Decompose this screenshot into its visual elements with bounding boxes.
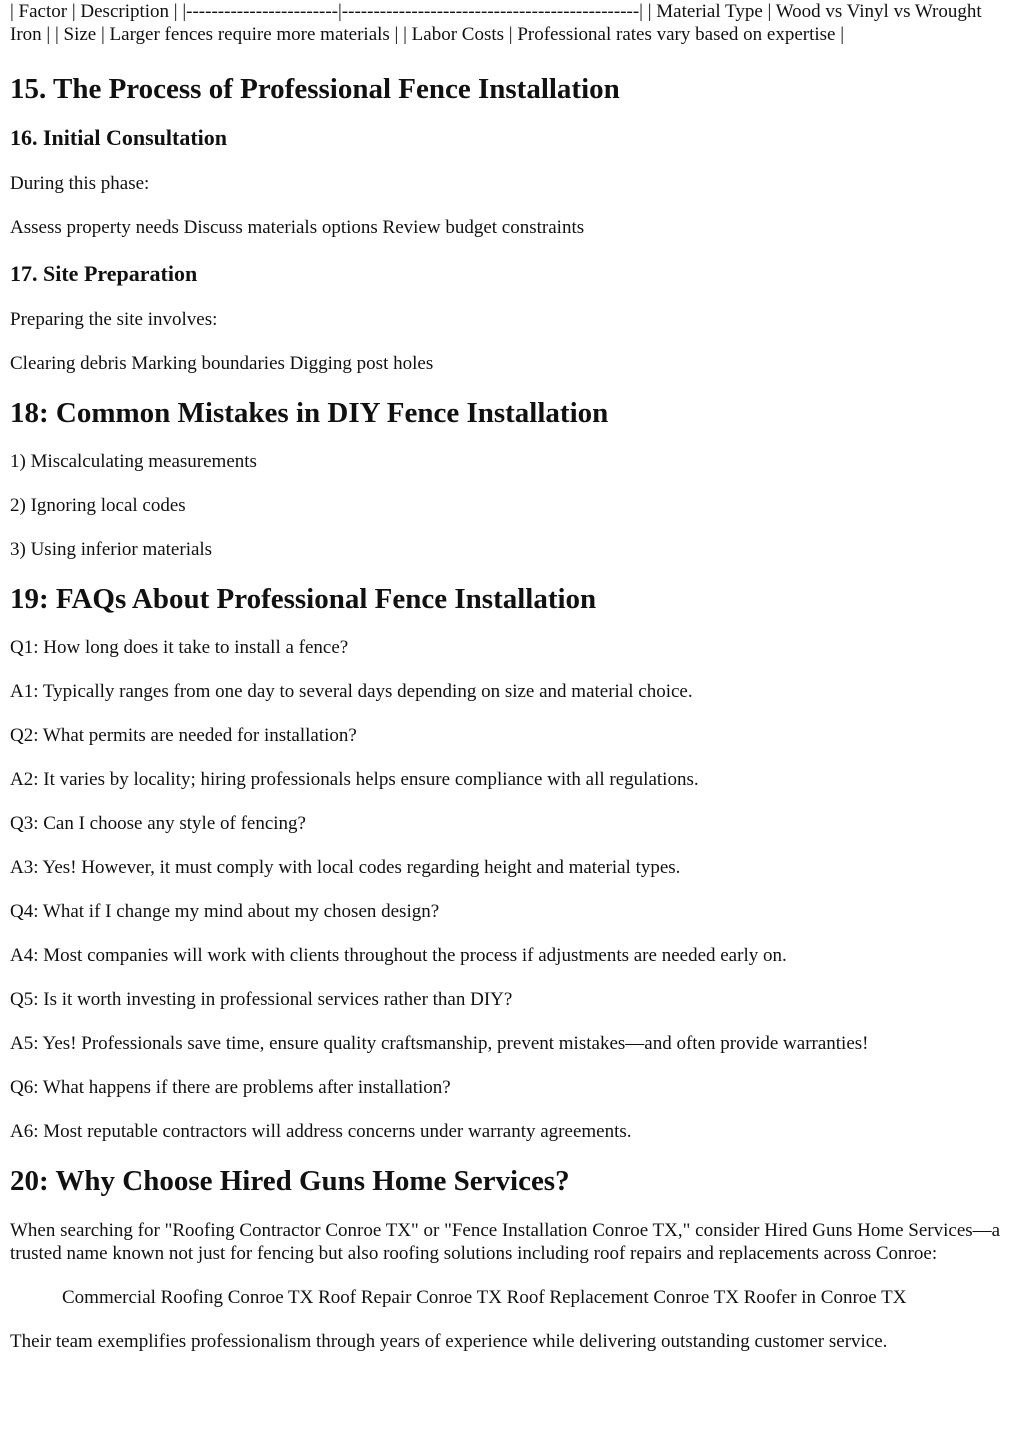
faq-answer: A2: It varies by locality; hiring professionals helps ensure compliance with all regulations. xyxy=(10,769,699,790)
faq-answer: A3: Yes! However, it must comply with local codes regarding height and material types. xyxy=(10,857,681,878)
mistake-item: 2) Ignoring local codes xyxy=(10,495,186,516)
faq-question: Q3: Can I choose any style of fencing? xyxy=(10,813,306,834)
faq-question: Q1: How long does it take to install a fence? xyxy=(10,637,349,658)
services-blockquote xyxy=(10,1286,1014,1309)
mistake-item: 1) Miscalculating measurements xyxy=(10,451,257,472)
faq-answer: A6: Most reputable contractors will address concerns under warranty agreements. xyxy=(10,1121,632,1142)
services-list: Commercial Roofing Conroe TX Roof Repair Conroe TX Roof Replacement Conroe TX Roofer in Conroe TX xyxy=(62,1287,907,1308)
faq-answer: A1: Typically ranges from one day to several days depending on size and material choice. xyxy=(10,681,693,702)
faq-question: Q5: Is it worth investing in professional services rather than DIY? xyxy=(10,989,513,1010)
site-intro: Preparing the site involves: xyxy=(10,309,218,330)
faq-answer: A4: Most companies will work with clients throughout the process if adjustments are needed early on. xyxy=(10,945,787,966)
faq-answer: A5: Yes! Professionals save time, ensure quality craftsmanship, prevent mistakes—and often provide warranties! xyxy=(10,1033,869,1054)
markdown-table-text: | Factor | Description | |------------------------|-----------------------------------------------| | Material Type | Wood vs Vinyl vs Wrought Iron | | Size | Larger fences require more materials | | Labor Costs | Professional rates vary based on expertise | xyxy=(10,1,982,45)
site-items: Clearing debris Marking boundaries Digging post holes xyxy=(10,353,434,374)
section-heading-mistakes: 18: Common Mistakes in DIY Fence Installation xyxy=(10,397,609,429)
consultation-intro: During this phase: xyxy=(10,173,150,194)
section-heading-process: 15. The Process of Professional Fence Installation xyxy=(10,73,620,105)
faq-question: Q4: What if I change my mind about my chosen design? xyxy=(10,901,440,922)
why-intro: When searching for "Roofing Contractor Conroe TX" or "Fence Installation Conroe TX," consider Hired Guns Home Services—a trusted name known not just for fencing but also roofing solutions including roof repairs and replacements across Conroe: xyxy=(10,1220,1001,1264)
subheading-consultation: 16. Initial Consultation xyxy=(10,125,227,150)
faq-question: Q6: What happens if there are problems after installation? xyxy=(10,1077,451,1098)
mistake-item: 3) Using inferior materials xyxy=(10,539,213,560)
subheading-site-preparation: 17. Site Preparation xyxy=(10,261,198,286)
why-closing: Their team exemplifies professionalism through years of experience while delivering outstanding customer service. xyxy=(10,1331,888,1352)
section-heading-why-choose: 20: Why Choose Hired Guns Home Services? xyxy=(10,1165,570,1197)
consultation-items: Assess property needs Discuss materials options Review budget constraints xyxy=(10,217,585,238)
section-heading-faqs: 19: FAQs About Professional Fence Installation xyxy=(10,583,597,615)
faq-question: Q2: What permits are needed for installation? xyxy=(10,725,357,746)
